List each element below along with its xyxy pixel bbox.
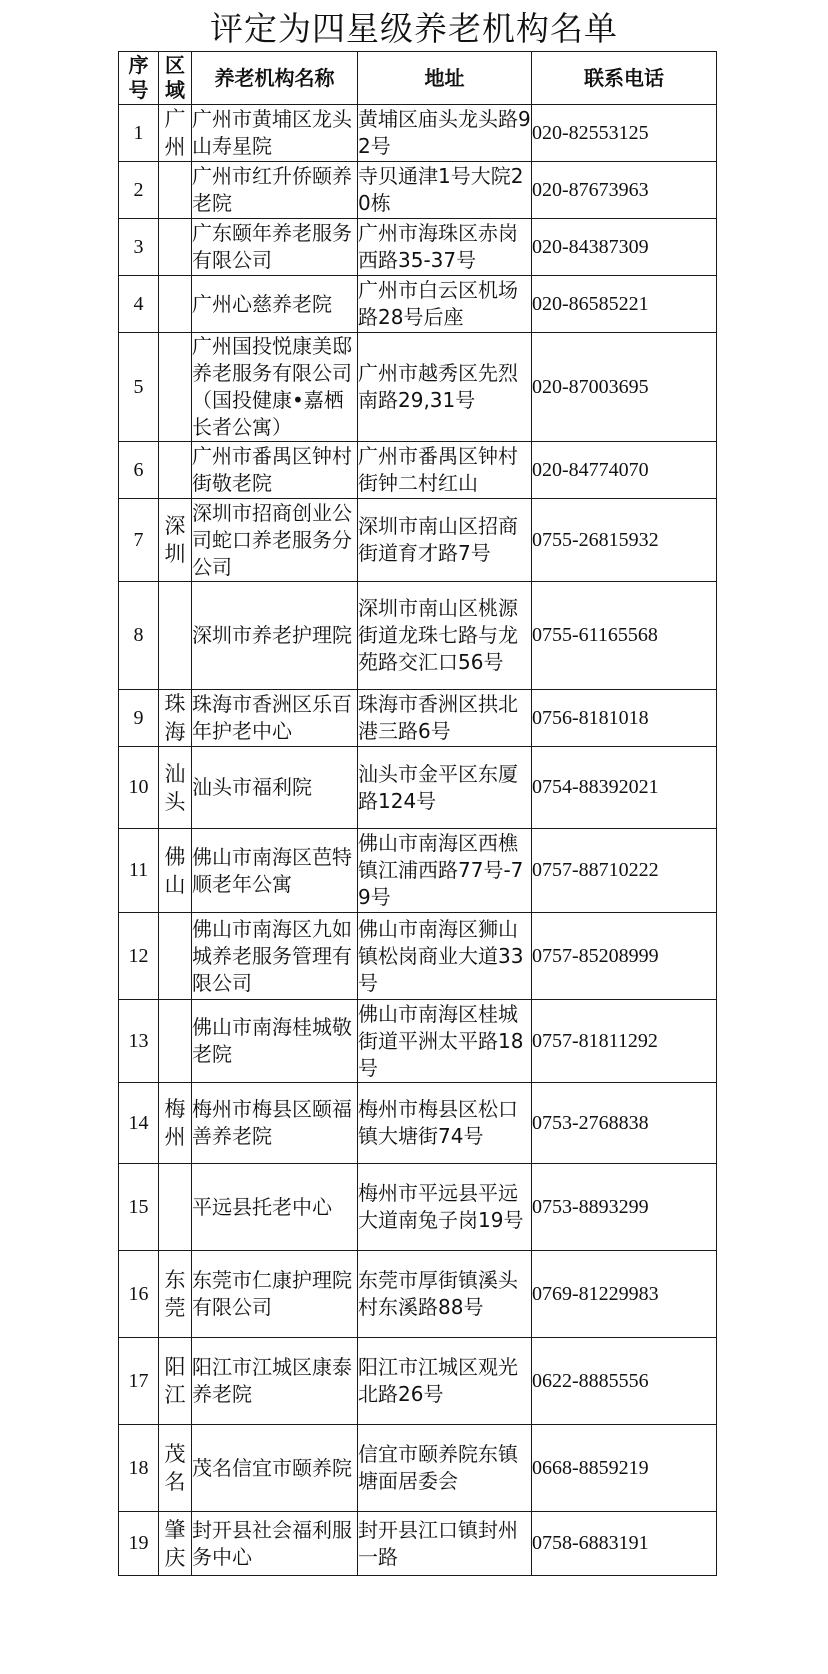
column-header-phone: 联系电话 bbox=[532, 52, 717, 105]
cell-phone: 0757-88710222 bbox=[532, 829, 717, 913]
cell-index: 9 bbox=[119, 690, 159, 747]
cell-phone: 0757-85208999 bbox=[532, 913, 717, 1000]
cell-address: 佛山市南海区桂城街道平洲太平路18号 bbox=[358, 1000, 532, 1083]
cell-region bbox=[159, 1000, 192, 1083]
table-row bbox=[119, 105, 717, 162]
cell-index: 6 bbox=[119, 442, 159, 499]
cell-address: 深圳市南山区招商街道育才路7号 bbox=[358, 499, 532, 582]
cell-index: 14 bbox=[119, 1083, 159, 1164]
cell-phone: 0753-8893299 bbox=[532, 1164, 717, 1251]
cell-address: 广州市海珠区赤岗西路35-37号 bbox=[358, 219, 532, 276]
cell-phone: 0769-81229983 bbox=[532, 1251, 717, 1338]
cell-index: 18 bbox=[119, 1425, 159, 1512]
cell-phone: 0755-26815932 bbox=[532, 499, 717, 582]
cell-region: 东莞 bbox=[159, 1251, 192, 1338]
cell-institution-name: 广州市红升侨颐养老院 bbox=[192, 162, 358, 219]
cell-region bbox=[159, 219, 192, 276]
cell-institution-name: 深圳市招商创业公司蛇口养老服务分公司 bbox=[192, 499, 358, 582]
table-row bbox=[119, 829, 717, 913]
nursing-home-table bbox=[118, 51, 717, 1576]
cell-index: 15 bbox=[119, 1164, 159, 1251]
cell-institution-name: 梅州市梅县区颐福善养老院 bbox=[192, 1083, 358, 1164]
cell-address: 佛山市南海区西樵镇江浦西路77号-79号 bbox=[358, 829, 532, 913]
cell-region bbox=[159, 333, 192, 442]
table-row bbox=[119, 333, 717, 442]
cell-address: 封开县江口镇封州一路 bbox=[358, 1512, 532, 1576]
cell-address: 广州市越秀区先烈南路29,31号 bbox=[358, 333, 532, 442]
cell-institution-name: 平远县托老中心 bbox=[192, 1164, 358, 1251]
cell-index: 2 bbox=[119, 162, 159, 219]
cell-institution-name: 佛山市南海区芭特顺老年公寓 bbox=[192, 829, 358, 913]
cell-index: 11 bbox=[119, 829, 159, 913]
cell-phone: 0754-88392021 bbox=[532, 747, 717, 829]
cell-index: 4 bbox=[119, 276, 159, 333]
cell-region bbox=[159, 442, 192, 499]
cell-region bbox=[159, 913, 192, 1000]
cell-address: 梅州市梅县区松口镇大塘街74号 bbox=[358, 1083, 532, 1164]
cell-phone: 0756-8181018 bbox=[532, 690, 717, 747]
cell-institution-name: 茂名信宜市颐养院 bbox=[192, 1425, 358, 1512]
cell-institution-name: 广州心慈养老院 bbox=[192, 276, 358, 333]
cell-phone: 020-86585221 bbox=[532, 276, 717, 333]
cell-index: 17 bbox=[119, 1338, 159, 1425]
cell-address: 广州市番禺区钟村街钟二村红山 bbox=[358, 442, 532, 499]
cell-phone: 020-82553125 bbox=[532, 105, 717, 162]
cell-address: 信宜市颐养院东镇塘面居委会 bbox=[358, 1425, 532, 1512]
cell-phone: 020-84774070 bbox=[532, 442, 717, 499]
table-row bbox=[119, 1425, 717, 1512]
cell-region bbox=[159, 582, 192, 690]
cell-address: 黄埔区庙头龙头路92号 bbox=[358, 105, 532, 162]
cell-institution-name: 广东颐年养老服务有限公司 bbox=[192, 219, 358, 276]
table-row bbox=[119, 442, 717, 499]
column-header-name: 养老机构名称 bbox=[192, 52, 358, 105]
cell-index: 16 bbox=[119, 1251, 159, 1338]
cell-phone: 020-87673963 bbox=[532, 162, 717, 219]
cell-index: 3 bbox=[119, 219, 159, 276]
cell-region: 茂名 bbox=[159, 1425, 192, 1512]
cell-institution-name: 东莞市仁康护理院有限公司 bbox=[192, 1251, 358, 1338]
column-header-address: 地址 bbox=[358, 52, 532, 105]
cell-index: 12 bbox=[119, 913, 159, 1000]
cell-index: 19 bbox=[119, 1512, 159, 1576]
table-row bbox=[119, 690, 717, 747]
cell-address: 梅州市平远县平远大道南兔子岗19号 bbox=[358, 1164, 532, 1251]
cell-region: 梅州 bbox=[159, 1083, 192, 1164]
cell-index: 8 bbox=[119, 582, 159, 690]
cell-index: 7 bbox=[119, 499, 159, 582]
cell-index: 1 bbox=[119, 105, 159, 162]
cell-institution-name: 珠海市香洲区乐百年护老中心 bbox=[192, 690, 358, 747]
cell-institution-name: 汕头市福利院 bbox=[192, 747, 358, 829]
cell-institution-name: 佛山市南海区九如城养老服务管理有限公司 bbox=[192, 913, 358, 1000]
cell-address: 佛山市南海区狮山镇松岗商业大道33号 bbox=[358, 913, 532, 1000]
table-row bbox=[119, 1512, 717, 1576]
table-row bbox=[119, 913, 717, 1000]
cell-address: 寺贝通津1号大院20栋 bbox=[358, 162, 532, 219]
cell-index: 10 bbox=[119, 747, 159, 829]
table-row bbox=[119, 1251, 717, 1338]
table-row bbox=[119, 1338, 717, 1425]
cell-institution-name: 佛山市南海桂城敬老院 bbox=[192, 1000, 358, 1083]
table-body bbox=[119, 105, 717, 1576]
cell-region: 肇庆 bbox=[159, 1512, 192, 1576]
cell-region bbox=[159, 276, 192, 333]
cell-address: 珠海市香洲区拱北港三路6号 bbox=[358, 690, 532, 747]
cell-index: 13 bbox=[119, 1000, 159, 1083]
cell-address: 深圳市南山区桃源街道龙珠七路与龙苑路交汇口56号 bbox=[358, 582, 532, 690]
cell-region: 广州 bbox=[159, 105, 192, 162]
table-row bbox=[119, 1000, 717, 1083]
column-header-index: 序号 bbox=[119, 52, 159, 105]
cell-phone: 0755-61165568 bbox=[532, 582, 717, 690]
cell-region: 阳江 bbox=[159, 1338, 192, 1425]
cell-address: 东莞市厚街镇溪头村东溪路88号 bbox=[358, 1251, 532, 1338]
cell-institution-name: 深圳市养老护理院 bbox=[192, 582, 358, 690]
cell-institution-name: 封开县社会福利服务中心 bbox=[192, 1512, 358, 1576]
table-row bbox=[119, 499, 717, 582]
cell-address: 广州市白云区机场路28号后座 bbox=[358, 276, 532, 333]
table-row bbox=[119, 276, 717, 333]
cell-index: 5 bbox=[119, 333, 159, 442]
table-row bbox=[119, 1083, 717, 1164]
cell-region: 汕头 bbox=[159, 747, 192, 829]
cell-institution-name: 广州市黄埔区龙头山寿星院 bbox=[192, 105, 358, 162]
header-row bbox=[119, 52, 717, 105]
cell-phone: 0757-81811292 bbox=[532, 1000, 717, 1083]
table-row bbox=[119, 219, 717, 276]
cell-region: 佛山 bbox=[159, 829, 192, 913]
table-row bbox=[119, 747, 717, 829]
cell-region bbox=[159, 1164, 192, 1251]
column-header-region: 区域 bbox=[159, 52, 192, 105]
cell-region: 深圳 bbox=[159, 499, 192, 582]
cell-phone: 020-84387309 bbox=[532, 219, 717, 276]
cell-phone: 020-87003695 bbox=[532, 333, 717, 442]
page-title: 评定为四星级养老机构名单 bbox=[210, 9, 618, 48]
cell-region: 珠海 bbox=[159, 690, 192, 747]
cell-phone: 0753-2768838 bbox=[532, 1083, 717, 1164]
cell-address: 汕头市金平区东厦路124号 bbox=[358, 747, 532, 829]
cell-address: 阳江市江城区观光北路26号 bbox=[358, 1338, 532, 1425]
cell-institution-name: 广州市番禺区钟村街敬老院 bbox=[192, 442, 358, 499]
cell-phone: 0668-8859219 bbox=[532, 1425, 717, 1512]
cell-region bbox=[159, 162, 192, 219]
cell-phone: 0758-6883191 bbox=[532, 1512, 717, 1576]
table-row bbox=[119, 582, 717, 690]
cell-phone: 0622-8885556 bbox=[532, 1338, 717, 1425]
table-row bbox=[119, 162, 717, 219]
cell-institution-name: 广州国投悦康美邸养老服务有限公司（国投健康•嘉栖长者公寓） bbox=[192, 333, 358, 442]
table-row bbox=[119, 1164, 717, 1251]
cell-institution-name: 阳江市江城区康泰养老院 bbox=[192, 1338, 358, 1425]
